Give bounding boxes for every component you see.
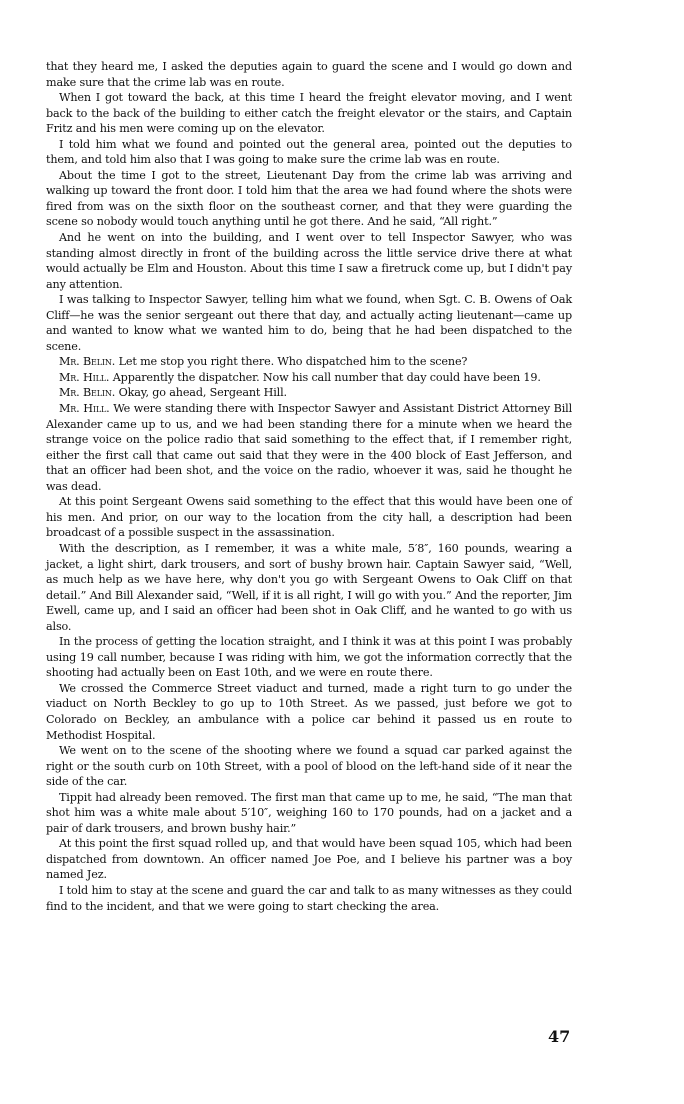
speaker-name: Mr. Hill. — [59, 402, 110, 416]
speaker-name: Mr. Belin. — [59, 355, 116, 369]
dialogue-paragraph: Mr. Hill. We were standing there with Inspector Sawyer and Assistant District Attorney Bill Alexander came up to us, and we had been standing there for a minute when we heard the strange voice on the police radio that said something to the effect that, if I remember right, either the first call that came out said that they were in the 400 block of East Jefferson, and that an officer had been shot, and the voice on the radio, whoever it was, said he thought he was dead. — [46, 402, 572, 493]
paragraph: In the process of getting the location straight, and I think it was at this point I was probably using 19 call number, because I was riding with him, we got the information correctly that the shooting had actually been on East 10th, and we were en route there. — [46, 635, 572, 680]
dialogue-paragraph: Mr. Belin. Let me stop you right there. Who dispatched him to the scene? — [59, 355, 468, 369]
paragraph: I told him what we found and pointed out the general area, pointed out the deputies to them, and told him also that I was going to make sure the crime lab was en route. — [46, 137, 572, 167]
dialogue-paragraph: Mr. Belin. Okay, go ahead, Sergeant Hill. — [59, 386, 287, 400]
paragraph: I was talking to Inspector Sawyer, telling him what we found, when Sgt. C. B. Owens of Oak Cliff—he was the senior sergeant out there that day, and actually acting lieutenant—came up and wanted to know what we wanted him to do, being that he had been dispatched to the scene. — [46, 293, 572, 353]
paragraph: that they heard me, I asked the deputies again to guard the scene and I would go down and make sure that the crime lab was en route. — [46, 60, 572, 89]
speaker-name: Mr. Hill. — [59, 370, 110, 384]
paragraph: Tippit had already been removed. The first man that came up to me, he said, “The man that shot him was a white male about 5′10″, weighing 160 to 170 pounds, had on a jacket and a pair of dark trousers, and brown bushy hair.” — [46, 790, 572, 835]
dialogue-paragraph: Mr. Hill. Apparently the dispatcher. Now his call number that day could have been 19. — [59, 370, 541, 384]
paragraph: And he went on into the building, and I went over to tell Inspector Sawyer, who was standing almost directly in front of the building across the little service drive there at what would actually be Elm and Houston. About this time I saw a firetruck come up, but I didn't pay any attention. — [46, 231, 572, 291]
paragraph: About the time I got to the street, Lieutenant Day from the crime lab was arriving and walking up toward the front door. I told him that the area we had found where the shots were fired from was on the sixth floor on the southeast corner, and that they were guarding the scene so nobody would touch anything until he got there. And he said, “All right.” — [46, 168, 572, 229]
paragraph: We went on to the scene of the shooting where we found a squad car parked against the right or the south curb on 10th Street, with a pool of blood on the left-hand side of it near the side of the car. — [46, 744, 572, 789]
speaker-name: Mr. Belin. — [59, 386, 116, 400]
testimony-text — [46, 59, 572, 914]
paragraph: At this point Sergeant Owens said something to the effect that this would have been one of his men. And prior, on our way to the location from the city hall, a description had been broadcast of a possible suspect in the assassination. — [46, 495, 572, 540]
paragraph: At this point the first squad rolled up, and that would have been squad 105, which had been dispatched from downtown. An officer named Joe Poe, and I believe his partner was a boy named Jez. — [46, 837, 572, 882]
paragraph: We crossed the Commerce Street viaduct and turned, made a right turn to go under the viaduct on North Beckley to go up to 10th Street. As we passed, just before we got to Colorado on Beckley, an ambulance with a police car behind it passed us en route to Methodist Hospital. — [46, 681, 572, 742]
paragraph: I told him to stay at the scene and guard the car and talk to as many witnesses as they could find to the incident, and that we were going to start checking the area. — [46, 883, 572, 913]
paragraph: With the description, as I remember, it was a white male, 5′8″, 160 pounds, wearing a jacket, a light shirt, dark trousers, and sort of bushy brown hair. Captain Sawyer said, “Well, as much help as we have here, why don't you go with Sergeant Owens to Oak Cliff on that detail.” And Bill Alexander said, “Well, if it is all right, I will go with you.” And the reporter, Jim Ewell, came up, and I said an officer had been shot in Oak Cliff, and he wanted to go with us also. — [46, 541, 572, 633]
paragraph: When I got toward the back, at this time I heard the freight elevator moving, and I went back to the back of the building to either catch the freight elevator or the stairs, and Captain Fritz and his men were coming up on the elevator. — [46, 91, 572, 136]
page-number: 47 — [548, 1027, 571, 1046]
